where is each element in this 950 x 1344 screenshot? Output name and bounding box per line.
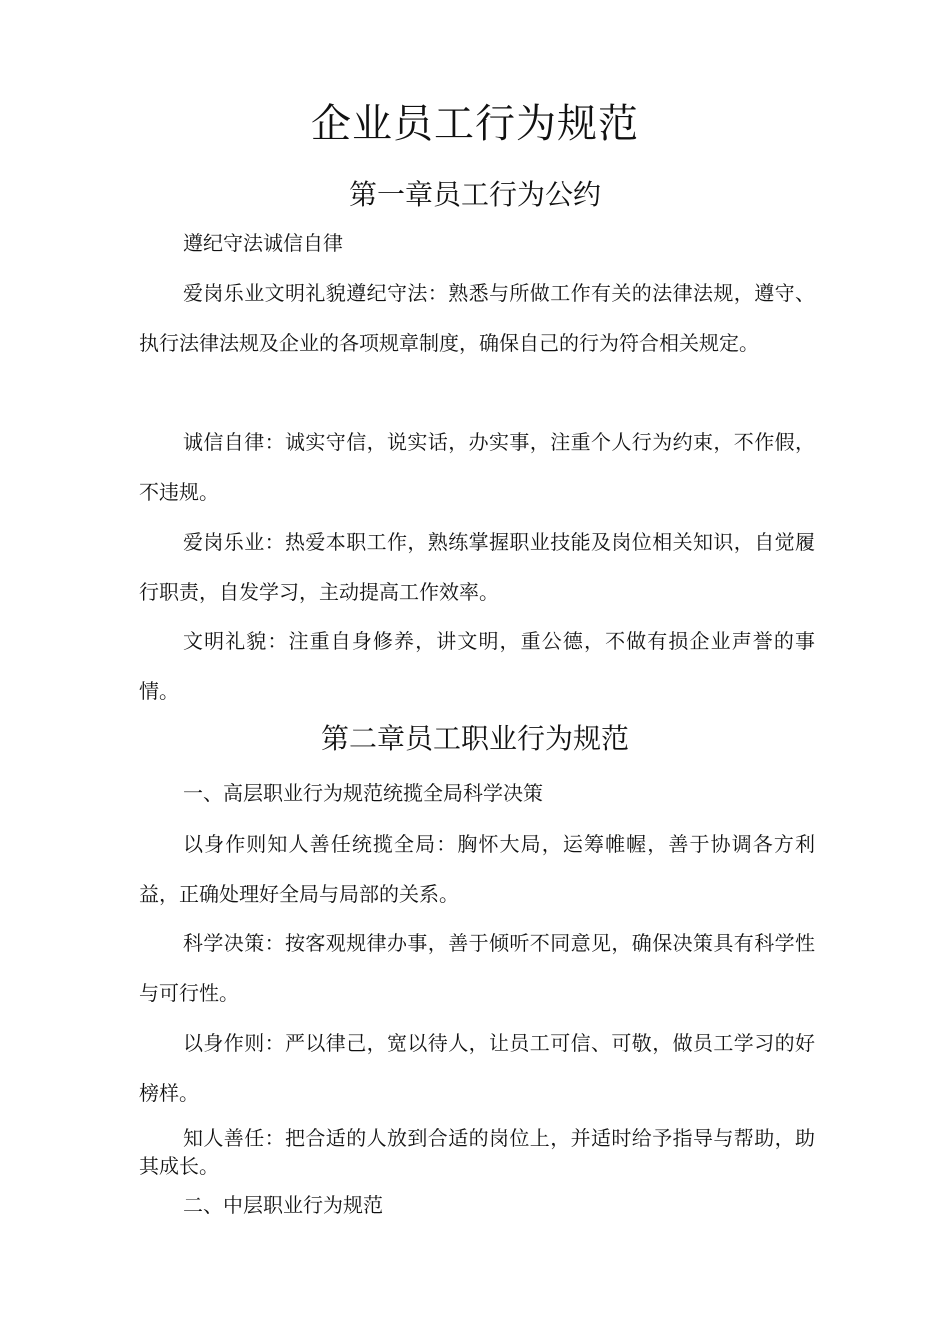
chapter-1-paragraph: 爱岗乐业：热爱本职工作，熟练掌握职业技能及岗位相关知识，自觉履行职责，自发学习，主动提高工作效率。 (139, 530, 815, 604)
chapter-2-paragraph: 科学决策：按客观规律办事，善于倾听不同意见，确保决策具有科学性与可行性。 (139, 931, 815, 1005)
chapter-1-paragraph: 爱岗乐业文明礼貌遵纪守法：熟悉与所做工作有关的法律法规，遵守、执行法律法规及企业的各项规章制度，确保自己的行为符合相关规定。 (139, 281, 815, 355)
chapter-2-paragraph: 知人善任：把合适的人放到合适的岗位上，并适时给予指导与帮助，助其成长。 (139, 1126, 815, 1178)
chapter-2-paragraph: 以身作则：严以律己，宽以待人，让员工可信、可敬，做员工学习的好榜样。 (139, 1031, 815, 1105)
chapter-1-heading: 第一章员工行为公约 (348, 178, 601, 211)
document-title: 企业员工行为规范 (311, 101, 639, 147)
chapter-1-paragraph: 文明礼貌：注重自身修养，讲文明，重公德，不做有损企业声誉的事情。 (139, 629, 815, 703)
chapter-2-heading: 第二章员工职业行为规范 (320, 722, 629, 755)
chapter-2-paragraph: 一、高层职业行为规范统揽全局科学决策 (183, 781, 543, 805)
chapter-1-paragraph: 诚信自律：诚实守信，说实话，办实事，注重个人行为约束，不作假，不违规。 (139, 430, 815, 504)
chapter-2-paragraph: 二、中层职业行为规范 (183, 1193, 383, 1217)
chapter-1-paragraph: 遵纪守法诚信自律 (183, 231, 343, 255)
chapter-2-paragraph: 以身作则知人善任统揽全局：胸怀大局，运筹帷幄，善于协调各方利益，正确处理好全局与局部的关系。 (139, 832, 815, 906)
